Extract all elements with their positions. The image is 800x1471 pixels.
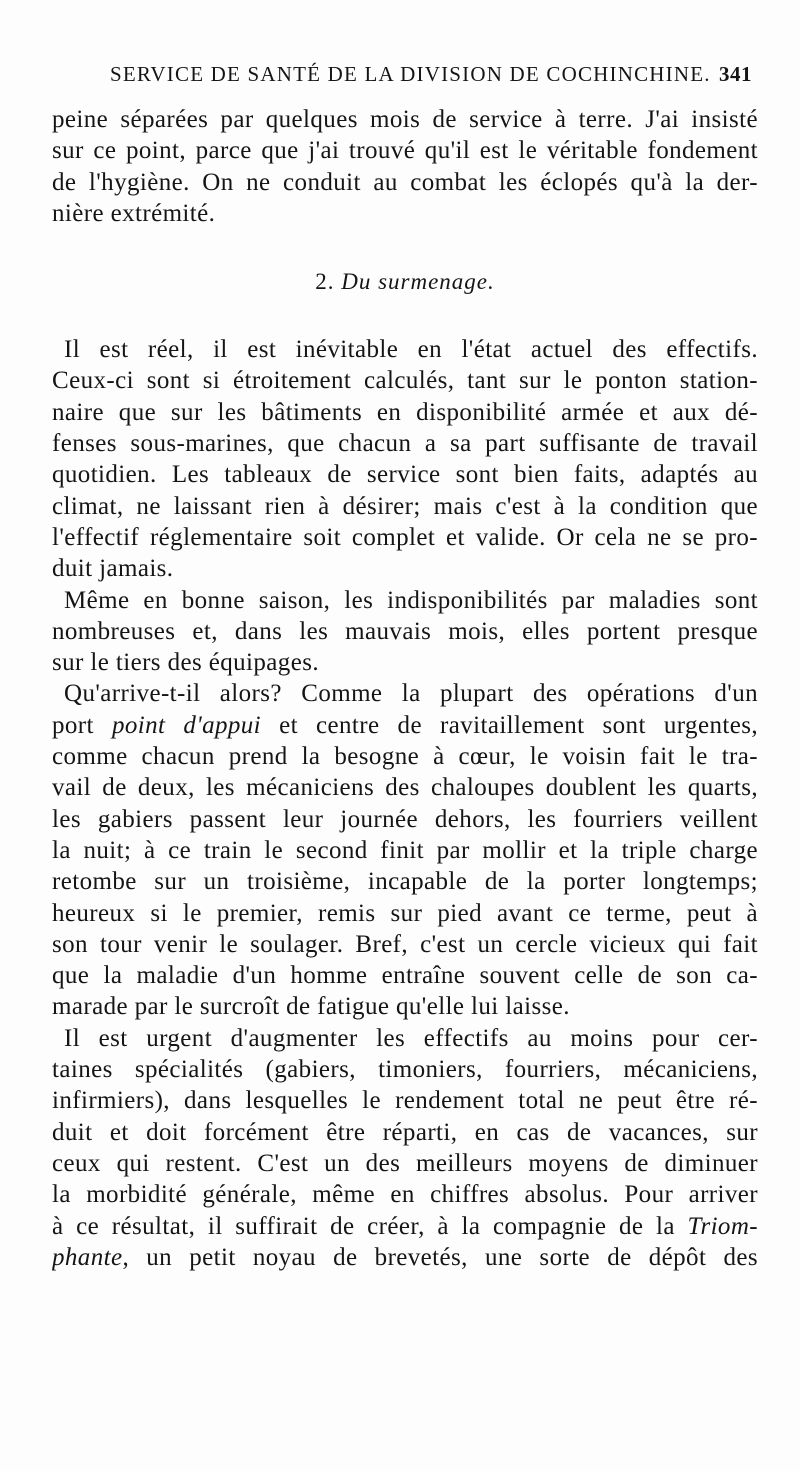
text-line: [52, 1242, 758, 1273]
text-fragment: à ce résultat, il suffirait de créer, à la compagnie de la: [52, 1212, 688, 1240]
ship-name: Triom-: [687, 1212, 758, 1240]
paragraph: [52, 585, 758, 679]
ship-name: phante: [52, 1243, 123, 1271]
text-line: [52, 710, 758, 741]
text-line: son tour venir le soulager. Bref, c'est un cercle vicieux qui fait: [52, 930, 758, 958]
page-header: [110, 62, 752, 87]
text-line: duit et doit forcément être réparti, en cas de vacances, sur: [52, 1118, 758, 1146]
section-heading: [52, 267, 758, 297]
text-line: les gabiers passent leur journée dehors, les fourriers veillent: [52, 805, 758, 833]
text-line: Ceux-ci sont si étroitement calculés, tant sur le ponton station-: [52, 367, 758, 395]
paragraph: [52, 1023, 758, 1273]
running-title: SERVICE DE SANTÉ DE LA DIVISION DE COCHINCHINE.: [110, 62, 711, 86]
page-body: [52, 104, 758, 1273]
text-line: taines spécialités (gabiers, timoniers, fourriers, mécaniciens,: [52, 1056, 758, 1084]
text-line: infirmiers), dans lesquelles le rendement total ne peut être ré-: [52, 1087, 758, 1115]
italic-term: point d'appui: [111, 711, 262, 739]
text-line: fenses sous-marines, que chacun a sa part suffisante de travail: [52, 430, 758, 458]
paragraph: [52, 104, 758, 229]
section-title: Du surmenage.: [341, 269, 495, 295]
text-line: de l'hygiène. On ne conduit au combat les éclopés qu'à la der-: [52, 168, 758, 196]
text-line: comme chacun prend la besogne à cœur, le voisin fait le tra-: [52, 743, 758, 771]
text-line: quotidien. Les tableaux de service sont bien faits, adaptés au: [52, 461, 758, 489]
paragraph: [52, 678, 758, 1022]
text-line: que la maladie d'un homme entraîne souvent celle de son ca-: [52, 962, 758, 990]
page-number: 341: [719, 62, 752, 86]
text-fragment: port: [52, 711, 112, 739]
text-line: [52, 1211, 758, 1242]
text-line: Même en bonne saison, les indisponibilités par maladies sont: [64, 586, 758, 614]
text-line: naire que sur les bâtiments en disponibilité armée et aux dé-: [52, 398, 758, 426]
text-line: ceux qui restent. C'est un des meilleurs moyens de diminuer: [52, 1149, 758, 1177]
text-fragment: , un petit noyau de brevetés, une sorte de dépôt des: [122, 1243, 758, 1271]
text-line: la nuit; à ce train le second finit par mollir et la triple charge: [52, 836, 758, 864]
section-number: 2.: [315, 269, 335, 295]
text-line: nombreuses et, dans les mauvais mois, elles portent presque: [52, 617, 758, 645]
paragraph: [52, 334, 758, 584]
text-line: la morbidité générale, même en chiffres absolus. Pour arriver: [52, 1181, 758, 1209]
text-line: vail de deux, les mécaniciens des chaloupes doublent les quarts,: [52, 774, 758, 802]
text-line: marade par le surcroît de fatigue qu'elle lui laisse.: [52, 993, 570, 1021]
text-line: Il est urgent d'augmenter les effectifs au moins pour cer-: [64, 1024, 758, 1052]
text-line: heureux si le premier, remis sur pied avant ce terme, peut à: [52, 899, 758, 927]
text-line: duit jamais.: [52, 555, 174, 583]
text-line: peine séparées par quelques mois de service à terre. J'ai insisté: [52, 106, 758, 133]
text-line: nière extrémité.: [52, 199, 216, 227]
text-line: Il est réel, il est inévitable en l'état actuel des effectifs.: [64, 336, 758, 364]
text-line: sur le tiers des équipages.: [52, 649, 319, 677]
text-line: retombe sur un troisième, incapable de la porter longtemps;: [52, 868, 758, 896]
text-fragment: et centre de ravitaillement sont urgentes,: [261, 711, 758, 739]
text-line: Qu'arrive-t-il alors? Comme la plupart des opérations d'un: [64, 680, 758, 708]
text-line: l'effectif réglementaire soit complet et valide. Or cela ne se pro-: [52, 523, 758, 551]
text-line: climat, ne laissant rien à désirer; mais c'est à la condition que: [52, 492, 758, 520]
text-line: sur ce point, parce que j'ai trouvé qu'il est le véritable fondement: [52, 137, 758, 165]
